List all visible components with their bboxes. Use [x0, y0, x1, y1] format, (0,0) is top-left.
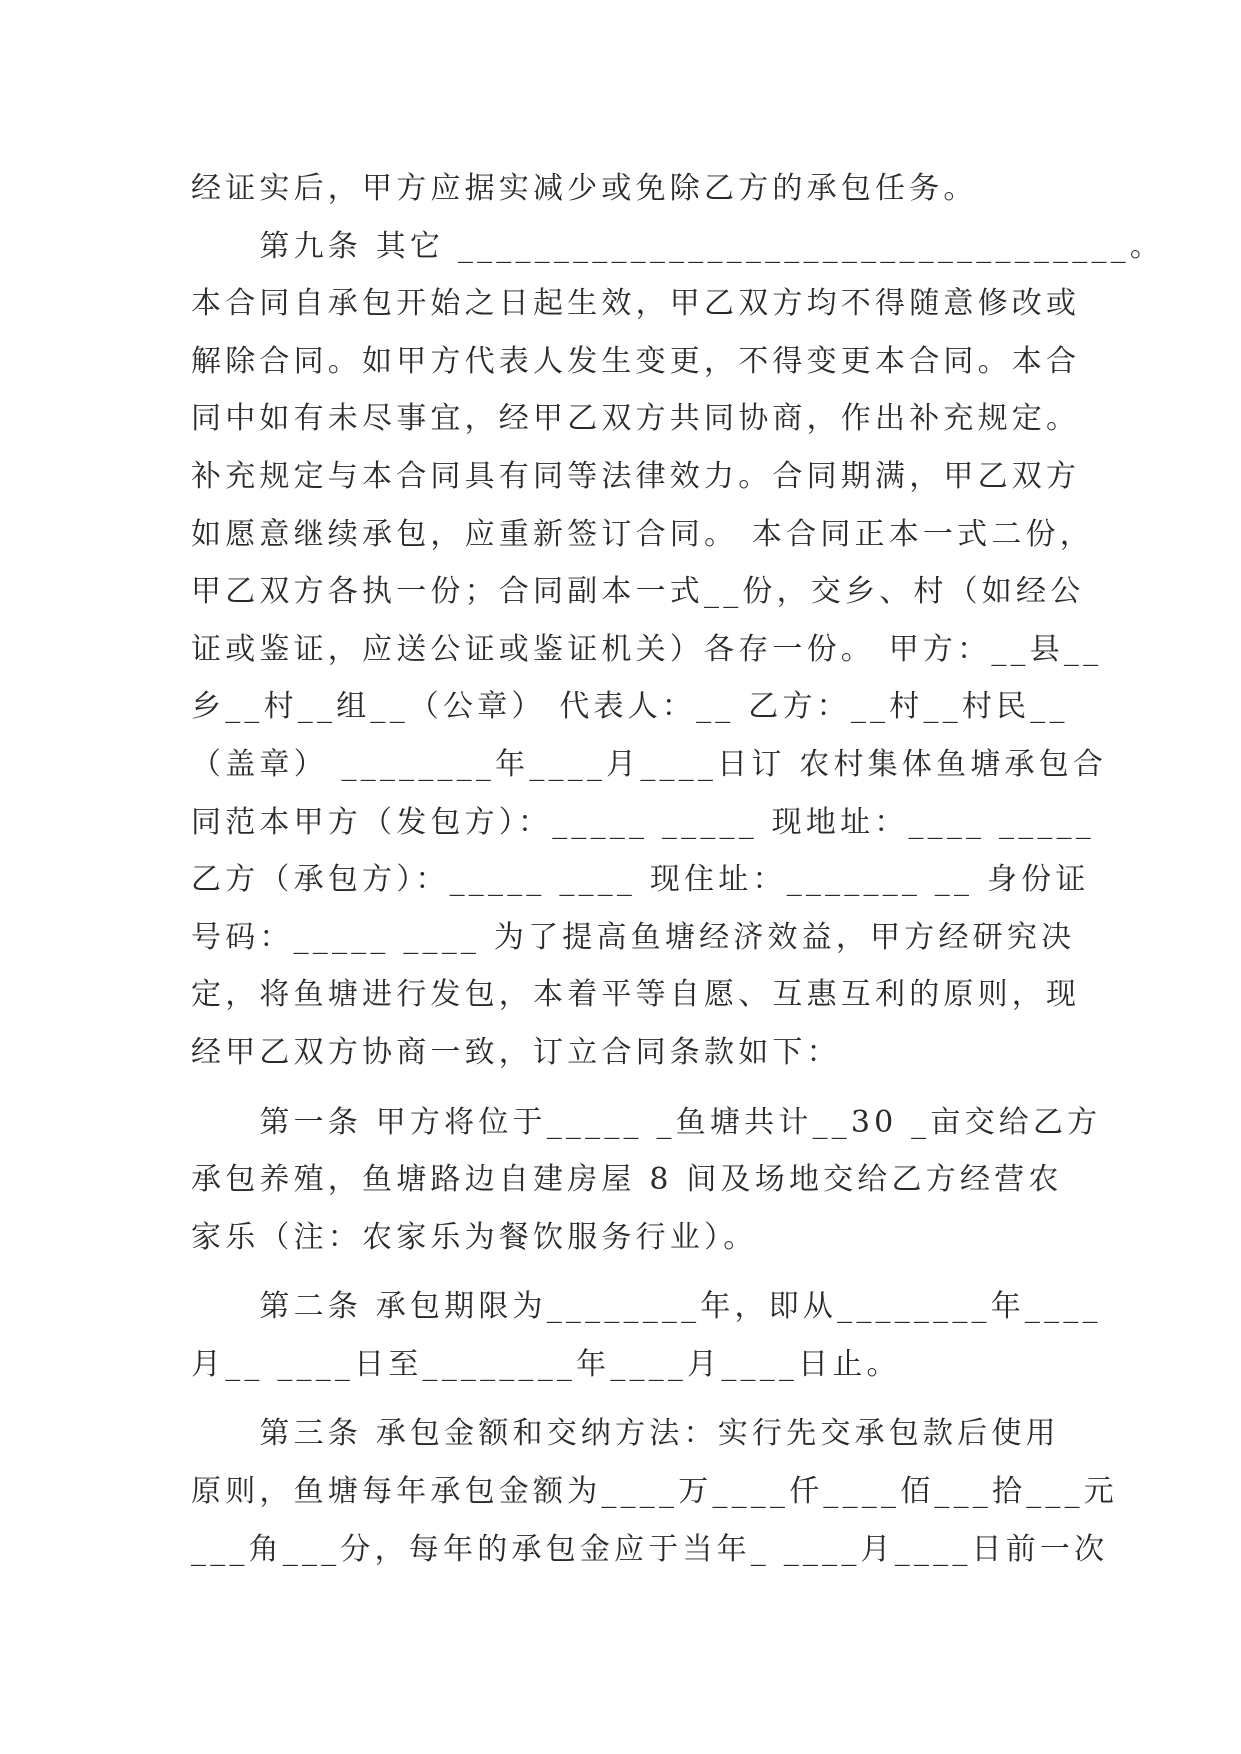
text-line: （盖章） ________年____月____日订 农村集体鱼塘承包合 [191, 746, 1108, 782]
text-line: 第九条 其它 ___________________________________。 [191, 228, 1165, 264]
text-line: 本合同自承包开始之日起生效，甲乙双方均不得随意修改或 [191, 286, 1081, 322]
text-line: 定，将鱼塘进行发包，本着平等自愿、互惠互利的原则，现 [191, 977, 1081, 1013]
text-line: 第二条 承包期限为________年，即从________年____ [191, 1289, 1102, 1325]
text-line: 号码：_____ ____ 为了提高鱼塘经济效益，甲方经研究决 [191, 919, 1076, 955]
text-line: 经甲乙双方协商一致，订立合同条款如下： [191, 1034, 841, 1070]
document-body [191, 160, 1165, 1578]
text-line: 乡__村__组__（公章） 代表人：__ 乙方：__村__村民__ [191, 689, 1069, 725]
text-line: 经证实后，甲方应据实减少或免除乙方的承包任务。 [191, 171, 978, 206]
paragraph-gap [191, 1266, 1051, 1278]
paragraph-gap [191, 1082, 1051, 1094]
text-line: ___角___分，每年的承包金应于当年_ ____月____日前一次 [191, 1531, 1109, 1567]
text-line: 证或鉴证，应送公证或鉴证机关）各存一份。 甲方：__县__ [191, 631, 1103, 667]
text-line: 同范本甲方（发包方）：_____ _____ 现地址：____ _____ [191, 804, 1096, 840]
text-line: 如愿意继续承包，应重新签订合同。 本合同正本一式二份， [191, 516, 1094, 552]
text-line: 同中如有未尽事宜，经甲乙双方共同协商，作出补充规定。 [191, 401, 1081, 437]
text-line: 月__ ____日至________年____月____日止。 [191, 1346, 901, 1382]
text-line: 家乐（注：农家乐为餐饮服务行业）。 [191, 1219, 758, 1255]
text-line: 第一条 甲方将位于_____ _鱼塘共计__30 _亩交给乙方 [191, 1104, 1102, 1140]
text-line: 补充规定与本合同具有同等法律效力。合同期满，甲乙双方 [191, 458, 1081, 494]
text-line: 甲乙双方各执一份；合同副本一式__份，交乡、村（如经公 [191, 574, 1085, 610]
text-line: 原则，鱼塘每年承包金额为____万____仟____佰___拾___元 [191, 1474, 1118, 1510]
text-line: 第三条 承包金额和交纳方法：实行先交承包款后使用 [191, 1416, 1060, 1452]
paragraph-gap [191, 1393, 1051, 1405]
text-line: 承包养殖，鱼塘路边自建房屋 8 间及场地交给乙方经营农 [191, 1162, 1063, 1198]
text-line: 乙方（承包方）：_____ ____ 现住址：_______ __ 身份证 [191, 862, 1090, 898]
text-line: 解除合同。如甲方代表人发生变更，不得变更本合同。本合 [191, 343, 1081, 379]
